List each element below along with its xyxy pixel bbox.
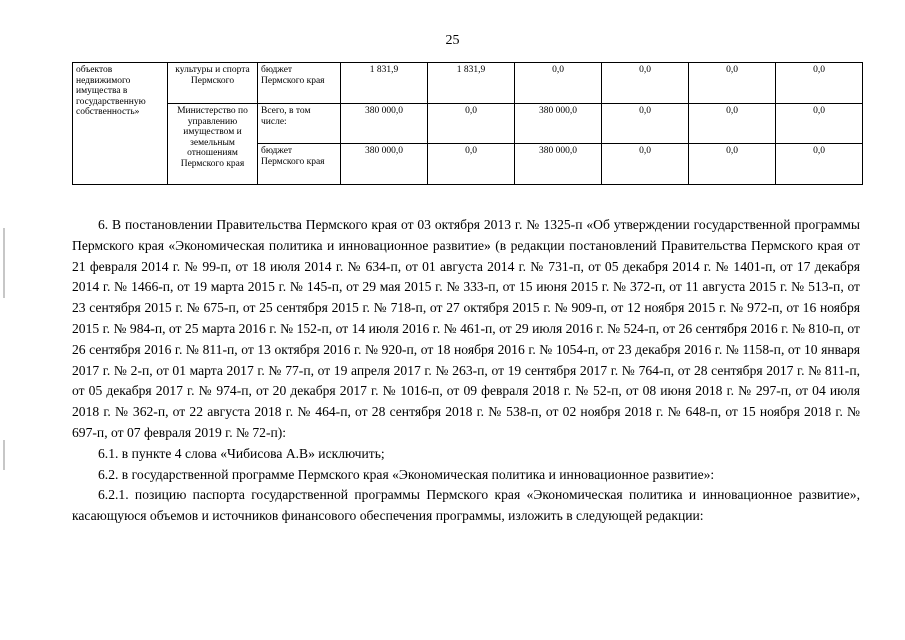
value-cell: 0,0	[428, 144, 515, 185]
value-cell: 0,0	[428, 104, 515, 144]
executor-cell: Министерство по управлению имуществом и земельным отношениям Пермского края	[168, 104, 258, 185]
scan-margin-mark	[3, 228, 5, 298]
page-number: 25	[445, 33, 460, 48]
source-cell: бюджет Пермского края	[258, 63, 341, 104]
value-cell: 0,0	[776, 104, 863, 144]
paragraph-6-1: 6.1. в пункте 4 слова «Чибисова А.В» исключить;	[98, 445, 385, 461]
value-cell: 0,0	[602, 144, 689, 185]
value-cell: 1 831,9	[341, 63, 428, 104]
object-cell: объектов недвижимого имущества в государственную собственность»	[73, 63, 168, 185]
source-cell: бюджет Пермского края	[258, 144, 341, 185]
value-cell: 0,0	[515, 63, 602, 104]
value-cell: 0,0	[689, 63, 776, 104]
executor-cell: культуры и спорта Пермского	[168, 63, 258, 104]
value-cell: 380 000,0	[341, 144, 428, 185]
document-body	[72, 215, 860, 527]
source-cell: Всего, в том числе:	[258, 104, 341, 144]
value-cell: 380 000,0	[515, 144, 602, 185]
value-cell: 0,0	[602, 63, 689, 104]
table-row	[73, 63, 863, 104]
value-cell: 1 831,9	[428, 63, 515, 104]
value-cell: 0,0	[776, 63, 863, 104]
table-row	[73, 104, 863, 144]
paragraph-6-2: 6.2. в государственной программе Пермского края «Экономическая политика и инновационное развитие»:	[98, 466, 715, 482]
financing-table	[72, 62, 863, 185]
scan-margin-mark	[3, 440, 5, 470]
paragraph-6-2-1: 6.2.1. позицию паспорта государственной программы Пермского края «Экономическая политика и инновационное развитие», касающуюся объемов и источников финансового обеспечения программы, изложить в следующей редакции:	[72, 487, 860, 524]
value-cell: 0,0	[776, 144, 863, 185]
value-cell: 0,0	[689, 104, 776, 144]
value-cell: 380 000,0	[341, 104, 428, 144]
value-cell: 0,0	[602, 104, 689, 144]
paragraph-6: 6. В постановлении Правительства Пермского края от 03 октября 2013 г. № 1325-п «Об утверждении государственной программы Пермского края «Экономическая политика и инновационное развитие» (в редакции постановлений Правительства Пермского края от 21 февраля 2014 г. № 99-п, от 18 июля 2014 г. № 634-п, от 01 августа 2014 г. № 731-п, от 05 декабря 2014 г. № 1401-п, от 17 декабря 2014 г. № 1466-п, от 19 марта 2015 г. № 145-п, от 29 мая 2015 г. № 333-п, от 15 июня 2015 г. № 372-п, от 11 августа 2015 г. № 513-п, от 23 сентября 2015 г. № 675-п, от 25 сентября 2015 г. № 718-п, от 27 октября 2015 г. № 909-п, от 12 ноября 2015 г. № 972-п, от 16 ноября 2015 г. № 984-п, от 25 марта 2016 г. № 152-п, от 14 июля 2016 г. № 461-п, от 29 июля 2016 г. № 524-п, от 26 сентября 2016 г. № 810-п, от 26 сентября 2016 г. № 811-п, от 13 октября 2016 г. № 920-п, от 18 ноября 2016 г. № 1054-п, от 23 декабря 2016 г. № 1158-п, от 10 января 2017 г. № 2-п, от 01 марта 2017 г. № 77-п, от 19 апреля 2017 г. № 263-п, от 19 сентября 2017 г. № 764-п, от 28 сентября 2017 г. № 811-п, от 05 декабря 2017 г. № 974-п, от 20 декабря 2017 г. № 1016-п, от 09 февраля 2018 г. № 52-п, от 08 июня 2018 г. № 297-п, от 04 июля 2018 г. № 362-п, от 22 августа 2018 г. № 464-п, от 28 сентября 2018 г. № 538-п, от 02 ноября 2018 г. № 648-п, от 15 ноября 2018 г. № 697-п, от 07 февраля 2019 г. № 72-п):	[72, 217, 860, 440]
value-cell: 380 000,0	[515, 104, 602, 144]
value-cell: 0,0	[689, 144, 776, 185]
